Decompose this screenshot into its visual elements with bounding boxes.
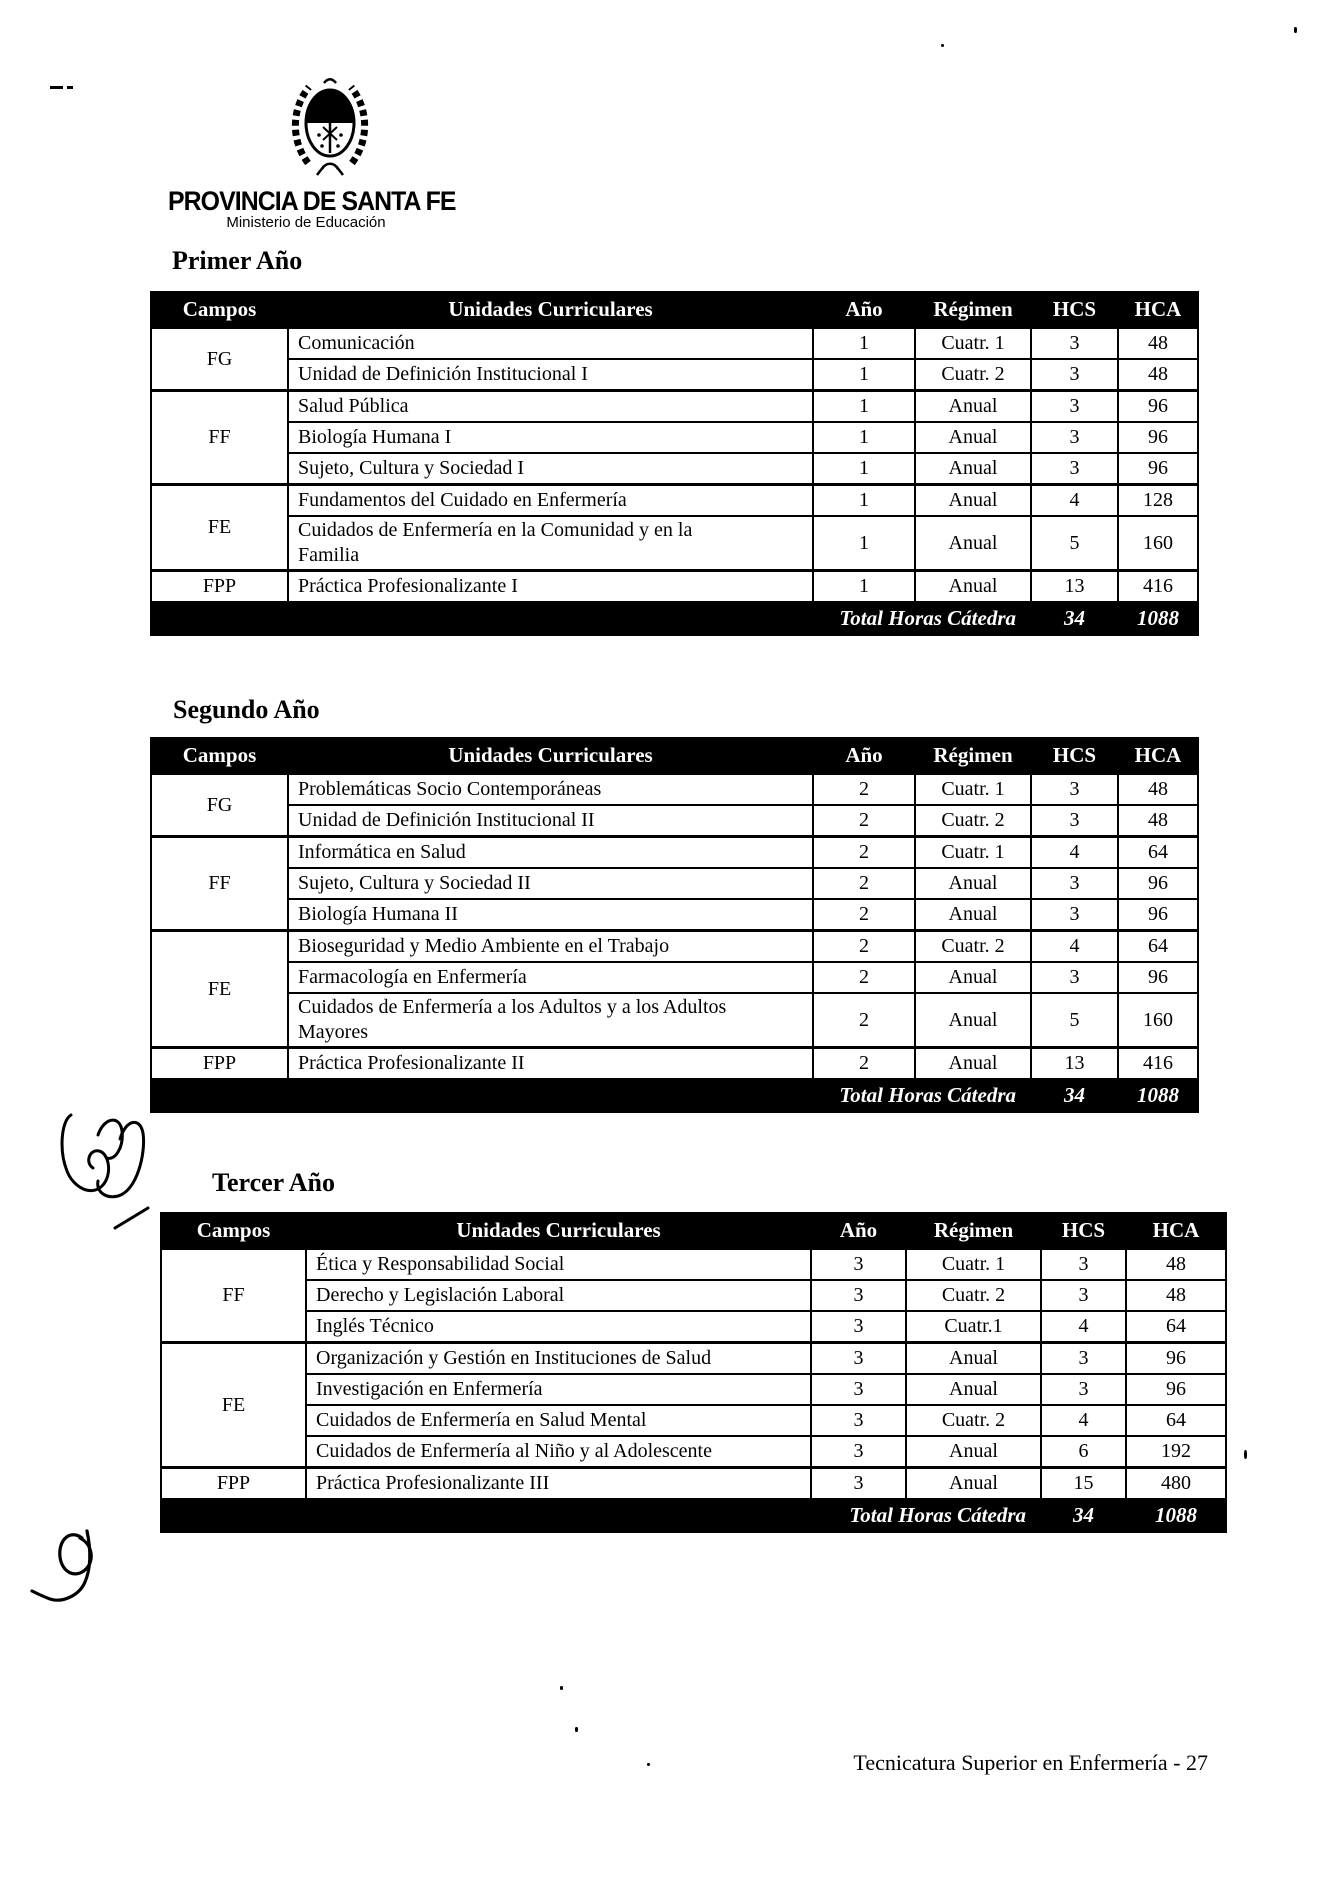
table-row xyxy=(161,1249,1226,1281)
hcs-cell: 4 xyxy=(1031,485,1118,517)
regimen-cell: Cuatr.1 xyxy=(906,1311,1041,1343)
regimen-cell: Cuatr. 1 xyxy=(906,1249,1041,1281)
table-row xyxy=(151,837,1198,869)
hcs-cell: 15 xyxy=(1041,1468,1126,1500)
campo-cell: FG xyxy=(151,774,288,837)
unidad-cell: Cuidados de Enfermería en Salud Mental xyxy=(306,1405,811,1436)
hcs-cell: 3 xyxy=(1031,805,1118,837)
hca-cell: 192 xyxy=(1126,1436,1226,1468)
ministry-letterhead: Ministerio de Educación xyxy=(226,214,386,231)
column-header-unidades-curriculares: Unidades Curriculares xyxy=(288,292,813,328)
table-row xyxy=(161,1436,1226,1468)
regimen-cell: Anual xyxy=(915,962,1031,993)
section-title-tercer-anio: Tercer Año xyxy=(212,1168,336,1197)
table-row xyxy=(151,328,1198,360)
regimen-cell: Anual xyxy=(915,391,1031,423)
anio-cell: 1 xyxy=(813,391,915,423)
unidad-cell: Práctica Profesionalizante III xyxy=(306,1468,811,1500)
unidad-cell: Informática en Salud xyxy=(288,837,813,869)
regimen-cell: Anual xyxy=(915,485,1031,517)
hcs-cell: 13 xyxy=(1031,1048,1118,1080)
table-row xyxy=(151,931,1198,963)
campo-cell: FF xyxy=(161,1249,306,1343)
column-header-regimen: Régimen xyxy=(906,1213,1041,1249)
scan-speck xyxy=(1244,1450,1247,1459)
hca-cell: 96 xyxy=(1118,453,1198,485)
hca-cell: 64 xyxy=(1126,1311,1226,1343)
regimen-cell: Anual xyxy=(915,1048,1031,1080)
hcs-cell: 13 xyxy=(1031,571,1118,603)
unidad-cell: Sujeto, Cultura y Sociedad II xyxy=(288,868,813,899)
anio-cell: 2 xyxy=(813,1048,915,1080)
handwritten-signature-scribble xyxy=(55,1103,165,1243)
total-label-cell: Total Horas Cátedra xyxy=(151,1079,1031,1112)
anio-cell: 1 xyxy=(813,359,915,391)
hcs-cell: 5 xyxy=(1031,993,1118,1048)
header-row xyxy=(161,1213,1226,1249)
table-row xyxy=(151,962,1198,993)
column-header-hcs: HCS xyxy=(1031,738,1118,774)
regimen-cell: Anual xyxy=(906,1436,1041,1468)
unidad-cell: Práctica Profesionalizante II xyxy=(288,1048,813,1080)
anio-cell: 2 xyxy=(813,931,915,963)
anio-cell: 3 xyxy=(811,1249,906,1281)
table-row xyxy=(151,453,1198,485)
regimen-cell: Cuatr. 1 xyxy=(915,328,1031,360)
anio-cell: 2 xyxy=(813,868,915,899)
hcs-cell: 3 xyxy=(1031,359,1118,391)
regimen-cell: Cuatr. 2 xyxy=(915,931,1031,963)
table-row xyxy=(151,774,1198,806)
unidad-cell: Bioseguridad y Medio Ambiente en el Trabajo xyxy=(288,931,813,963)
hcs-cell: 3 xyxy=(1041,1249,1126,1281)
unidad-cell: Comunicación xyxy=(288,328,813,360)
anio-cell: 3 xyxy=(811,1436,906,1468)
regimen-cell: Anual xyxy=(915,422,1031,453)
column-header-hcs: HCS xyxy=(1041,1213,1126,1249)
hcs-cell: 3 xyxy=(1041,1343,1126,1375)
campo-cell: FPP xyxy=(161,1468,306,1500)
regimen-cell: Anual xyxy=(915,899,1031,931)
total-row xyxy=(161,1499,1226,1532)
column-header-campos: Campos xyxy=(151,738,288,774)
unidad-cell: Biología Humana II xyxy=(288,899,813,931)
anio-cell: 2 xyxy=(813,993,915,1048)
anio-cell: 3 xyxy=(811,1280,906,1311)
regimen-cell: Cuatr. 1 xyxy=(915,837,1031,869)
unidad-cell: Biología Humana I xyxy=(288,422,813,453)
unidad-cell: Derecho y Legislación Laboral xyxy=(306,1280,811,1311)
regimen-cell: Anual xyxy=(915,868,1031,899)
unidad-cell: Cuidados de Enfermería al Niño y al Adolescente xyxy=(306,1436,811,1468)
anio-cell: 2 xyxy=(813,899,915,931)
unidad-cell: Sujeto, Cultura y Sociedad I xyxy=(288,453,813,485)
anio-cell: 3 xyxy=(811,1343,906,1375)
total-hca-cell: 1088 xyxy=(1118,602,1198,635)
hca-cell: 416 xyxy=(1118,571,1198,603)
hca-cell: 48 xyxy=(1126,1249,1226,1281)
hcs-cell: 3 xyxy=(1041,1280,1126,1311)
header-row xyxy=(151,738,1198,774)
hcs-cell: 4 xyxy=(1041,1311,1126,1343)
hcs-cell: 3 xyxy=(1031,868,1118,899)
campo-cell: FG xyxy=(151,328,288,391)
section-title-primer-anio: Primer Año xyxy=(172,246,303,275)
hca-cell: 96 xyxy=(1118,868,1198,899)
anio-cell: 3 xyxy=(811,1374,906,1405)
unidad-cell: Fundamentos del Cuidado en Enfermería xyxy=(288,485,813,517)
hcs-cell: 4 xyxy=(1031,837,1118,869)
table-row xyxy=(151,868,1198,899)
section-title-segundo-anio: Segundo Año xyxy=(173,695,320,724)
table-row xyxy=(161,1343,1226,1375)
campo-cell: FE xyxy=(161,1343,306,1468)
anio-cell: 1 xyxy=(813,328,915,360)
column-header-unidades-curriculares: Unidades Curriculares xyxy=(288,738,813,774)
anio-cell: 1 xyxy=(813,422,915,453)
anio-cell: 1 xyxy=(813,485,915,517)
unidad-cell: Unidad de Definición Institucional II xyxy=(288,805,813,837)
hca-cell: 48 xyxy=(1118,805,1198,837)
hca-cell: 48 xyxy=(1118,774,1198,806)
hcs-cell: 6 xyxy=(1041,1436,1126,1468)
regimen-cell: Cuatr. 1 xyxy=(915,774,1031,806)
table-row xyxy=(161,1311,1226,1343)
column-header-hca: HCA xyxy=(1126,1213,1226,1249)
hca-cell: 96 xyxy=(1118,391,1198,423)
table-row xyxy=(151,516,1198,571)
unidad-cell: Unidad de Definición Institucional I xyxy=(288,359,813,391)
unidad-cell: Farmacología en Enfermería xyxy=(288,962,813,993)
column-header-regimen: Régimen xyxy=(915,292,1031,328)
table-row xyxy=(151,391,1198,423)
unidad-cell: Salud Pública xyxy=(288,391,813,423)
regimen-cell: Anual xyxy=(915,453,1031,485)
anio-cell: 1 xyxy=(813,453,915,485)
anio-cell: 3 xyxy=(811,1468,906,1500)
regimen-cell: Cuatr. 2 xyxy=(906,1280,1041,1311)
unidad-cell: Práctica Profesionalizante I xyxy=(288,571,813,603)
hca-cell: 96 xyxy=(1118,962,1198,993)
regimen-cell: Cuatr. 2 xyxy=(915,359,1031,391)
header-row xyxy=(151,292,1198,328)
regimen-cell: Cuatr. 2 xyxy=(906,1405,1041,1436)
hca-cell: 48 xyxy=(1118,359,1198,391)
total-hcs-cell: 34 xyxy=(1041,1499,1126,1532)
hcs-cell: 5 xyxy=(1031,516,1118,571)
total-label-cell: Total Horas Cátedra xyxy=(151,602,1031,635)
anio-cell: 1 xyxy=(813,571,915,603)
scan-speck xyxy=(575,1727,578,1732)
hca-cell: 96 xyxy=(1118,899,1198,931)
campo-cell: FPP xyxy=(151,571,288,603)
total-row xyxy=(151,1079,1198,1112)
campo-cell: FF xyxy=(151,391,288,485)
table-row xyxy=(151,485,1198,517)
hcs-cell: 3 xyxy=(1031,962,1118,993)
table-row xyxy=(151,422,1198,453)
hca-cell: 480 xyxy=(1126,1468,1226,1500)
table-row xyxy=(151,993,1198,1048)
column-header-anio: Año xyxy=(813,738,915,774)
curriculum-table-tercer-anio xyxy=(160,1212,1227,1533)
total-hcs-cell: 34 xyxy=(1031,1079,1118,1112)
column-header-anio: Año xyxy=(813,292,915,328)
table-row xyxy=(151,359,1198,391)
campo-cell: FE xyxy=(151,931,288,1048)
total-hca-cell: 1088 xyxy=(1118,1079,1198,1112)
column-header-hca: HCA xyxy=(1118,292,1198,328)
hcs-cell: 3 xyxy=(1031,899,1118,931)
scan-speck xyxy=(941,44,944,47)
hca-cell: 48 xyxy=(1118,328,1198,360)
hca-cell: 64 xyxy=(1118,837,1198,869)
unidad-cell: Ética y Responsabilidad Social xyxy=(306,1249,811,1281)
anio-cell: 2 xyxy=(813,805,915,837)
page-footer: Tecnicatura Superior en Enfermería - 27 xyxy=(853,1750,1208,1775)
hca-cell: 416 xyxy=(1118,1048,1198,1080)
table-row xyxy=(161,1374,1226,1405)
regimen-cell: Anual xyxy=(906,1343,1041,1375)
anio-cell: 2 xyxy=(813,774,915,806)
hca-cell: 96 xyxy=(1126,1374,1226,1405)
hcs-cell: 3 xyxy=(1031,774,1118,806)
unidad-cell: Inglés Técnico xyxy=(306,1311,811,1343)
santa-fe-coat-of-arms-icon xyxy=(288,74,372,178)
anio-cell: 1 xyxy=(813,516,915,571)
unidad-cell: Cuidados de Enfermería en la Comunidad y en la Familia xyxy=(288,516,813,571)
hca-cell: 64 xyxy=(1118,931,1198,963)
hca-cell: 96 xyxy=(1118,422,1198,453)
curriculum-table-segundo-anio xyxy=(150,737,1199,1113)
unidad-cell: Investigación en Enfermería xyxy=(306,1374,811,1405)
hcs-cell: 3 xyxy=(1041,1374,1126,1405)
province-letterhead: PROVINCIA DE SANTA FE xyxy=(168,186,456,216)
table-row xyxy=(151,1048,1198,1080)
anio-cell: 2 xyxy=(813,962,915,993)
total-label-cell: Total Horas Cátedra xyxy=(161,1499,1041,1532)
table-row xyxy=(151,805,1198,837)
unidad-cell: Organización y Gestión en Instituciones de Salud xyxy=(306,1343,811,1375)
hca-cell: 96 xyxy=(1126,1343,1226,1375)
total-row xyxy=(151,602,1198,635)
table-row xyxy=(161,1468,1226,1500)
hca-cell: 48 xyxy=(1126,1280,1226,1311)
anio-cell: 3 xyxy=(811,1311,906,1343)
regimen-cell: Anual xyxy=(906,1468,1041,1500)
regimen-cell: Cuatr. 2 xyxy=(915,805,1031,837)
column-header-unidades-curriculares: Unidades Curriculares xyxy=(306,1213,811,1249)
unidad-cell: Cuidados de Enfermería a los Adultos y a los Adultos Mayores xyxy=(288,993,813,1048)
hcs-cell: 3 xyxy=(1031,391,1118,423)
hcs-cell: 3 xyxy=(1031,328,1118,360)
hcs-cell: 3 xyxy=(1031,422,1118,453)
regimen-cell: Anual xyxy=(915,571,1031,603)
column-header-campos: Campos xyxy=(151,292,288,328)
campo-cell: FE xyxy=(151,485,288,571)
hca-cell: 128 xyxy=(1118,485,1198,517)
corner-dash-mark xyxy=(50,86,74,89)
hcs-cell: 4 xyxy=(1041,1405,1126,1436)
table-row xyxy=(161,1405,1226,1436)
hca-cell: 64 xyxy=(1126,1405,1226,1436)
scan-speck xyxy=(560,1686,563,1690)
column-header-hca: HCA xyxy=(1118,738,1198,774)
column-header-regimen: Régimen xyxy=(915,738,1031,774)
table-row xyxy=(151,899,1198,931)
table-row xyxy=(161,1280,1226,1311)
total-hca-cell: 1088 xyxy=(1126,1499,1226,1532)
total-hcs-cell: 34 xyxy=(1031,602,1118,635)
column-header-anio: Año xyxy=(811,1213,906,1249)
campo-cell: FF xyxy=(151,837,288,931)
hca-cell: 160 xyxy=(1118,993,1198,1048)
regimen-cell: Anual xyxy=(915,993,1031,1048)
handwritten-initial-scribble xyxy=(28,1516,120,1616)
curriculum-table-primer-anio xyxy=(150,291,1199,636)
unidad-cell: Problemáticas Socio Contemporáneas xyxy=(288,774,813,806)
anio-cell: 3 xyxy=(811,1405,906,1436)
regimen-cell: Anual xyxy=(915,516,1031,571)
hcs-cell: 3 xyxy=(1031,453,1118,485)
column-header-campos: Campos xyxy=(161,1213,306,1249)
anio-cell: 2 xyxy=(813,837,915,869)
table-row xyxy=(151,571,1198,603)
hca-cell: 160 xyxy=(1118,516,1198,571)
regimen-cell: Anual xyxy=(906,1374,1041,1405)
campo-cell: FPP xyxy=(151,1048,288,1080)
column-header-hcs: HCS xyxy=(1031,292,1118,328)
hcs-cell: 4 xyxy=(1031,931,1118,963)
scan-speck xyxy=(1294,27,1297,33)
